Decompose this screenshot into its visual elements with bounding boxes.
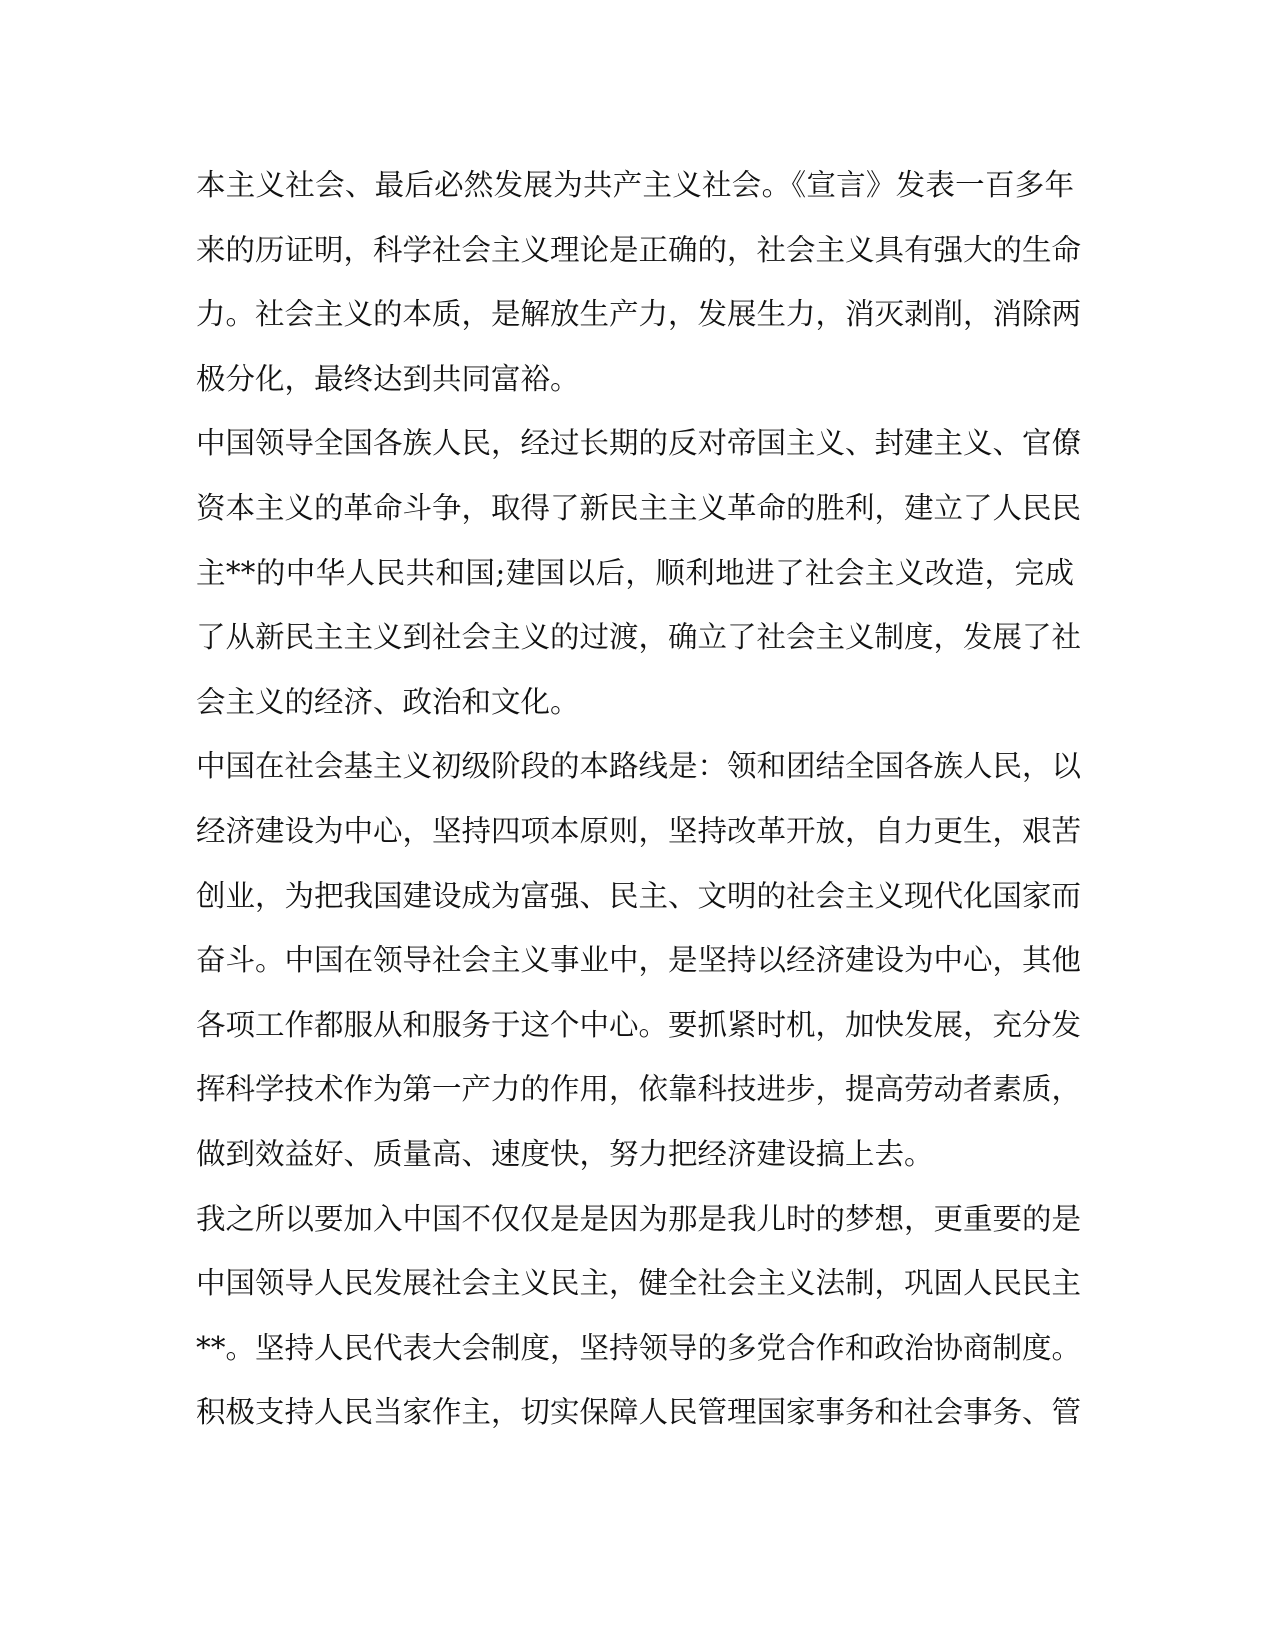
text-line: 资本主义的革命斗争，取得了新民主主义革命的胜利，建立了人民民 [196, 490, 1082, 525]
text-line: 来的历证明，科学社会主义理论是正确的，社会主义具有强大的生命 [196, 232, 1082, 267]
text-line: 了从新民主主义到社会主义的过渡，确立了社会主义制度，发展了社 [196, 620, 1082, 655]
text-line: 极分化，最终达到共同富裕。 [196, 361, 580, 396]
text-line: 挥科学技术作为第一产力的作用，依靠科技进步，提高劳动者素质， [196, 1072, 1082, 1107]
text-line: 本主义社会、最后必然发展为共产主义社会。《宣言》发表一百多年 [196, 168, 1074, 202]
document-body [196, 153, 1082, 1445]
text-line: 创业，为把我国建设成为富强、民主、文明的社会主义现代化国家而 [196, 878, 1082, 913]
text-line: 中国在社会基主义初级阶段的本路线是：领和团结全国各族人民，以 [196, 749, 1082, 784]
text-line: 各项工作都服从和服务于这个中心。要抓紧时机，加快发展，充分发 [196, 1007, 1082, 1042]
text-line: **。坚持人民代表大会制度，坚持领导的多党合作和政治协商制度。 [196, 1330, 1082, 1365]
text-line: 中国领导人民发展社会主义民主，健全社会主义法制，巩固人民民主 [196, 1266, 1082, 1301]
text-line: 主**的中华人民共和国;建国以后，顺利地进了社会主义改造，完成 [196, 555, 1074, 590]
text-line: 会主义的经济、政治和文化。 [196, 684, 580, 719]
text-line: 我之所以要加入中国不仅仅是是因为那是我儿时的梦想，更重要的是 [196, 1201, 1082, 1236]
text-line: 中国领导全国各族人民，经过长期的反对帝国主义、封建主义、官僚 [196, 426, 1082, 461]
text-line: 经济建设为中心，坚持四项本原则，坚持改革开放，自力更生，艰苦 [196, 813, 1082, 848]
text-line: 积极支持人民当家作主，切实保障人民管理国家事务和社会事务、管 [196, 1395, 1082, 1430]
text-line: 力。社会主义的本质，是解放生产力，发展生力，消灭剥削，消除两 [196, 297, 1082, 332]
text-line: 奋斗。中国在领导社会主义事业中，是坚持以经济建设为中心，其他 [196, 943, 1082, 978]
text-line: 做到效益好、质量高、速度快，努力把经济建设搞上去。 [196, 1136, 934, 1171]
